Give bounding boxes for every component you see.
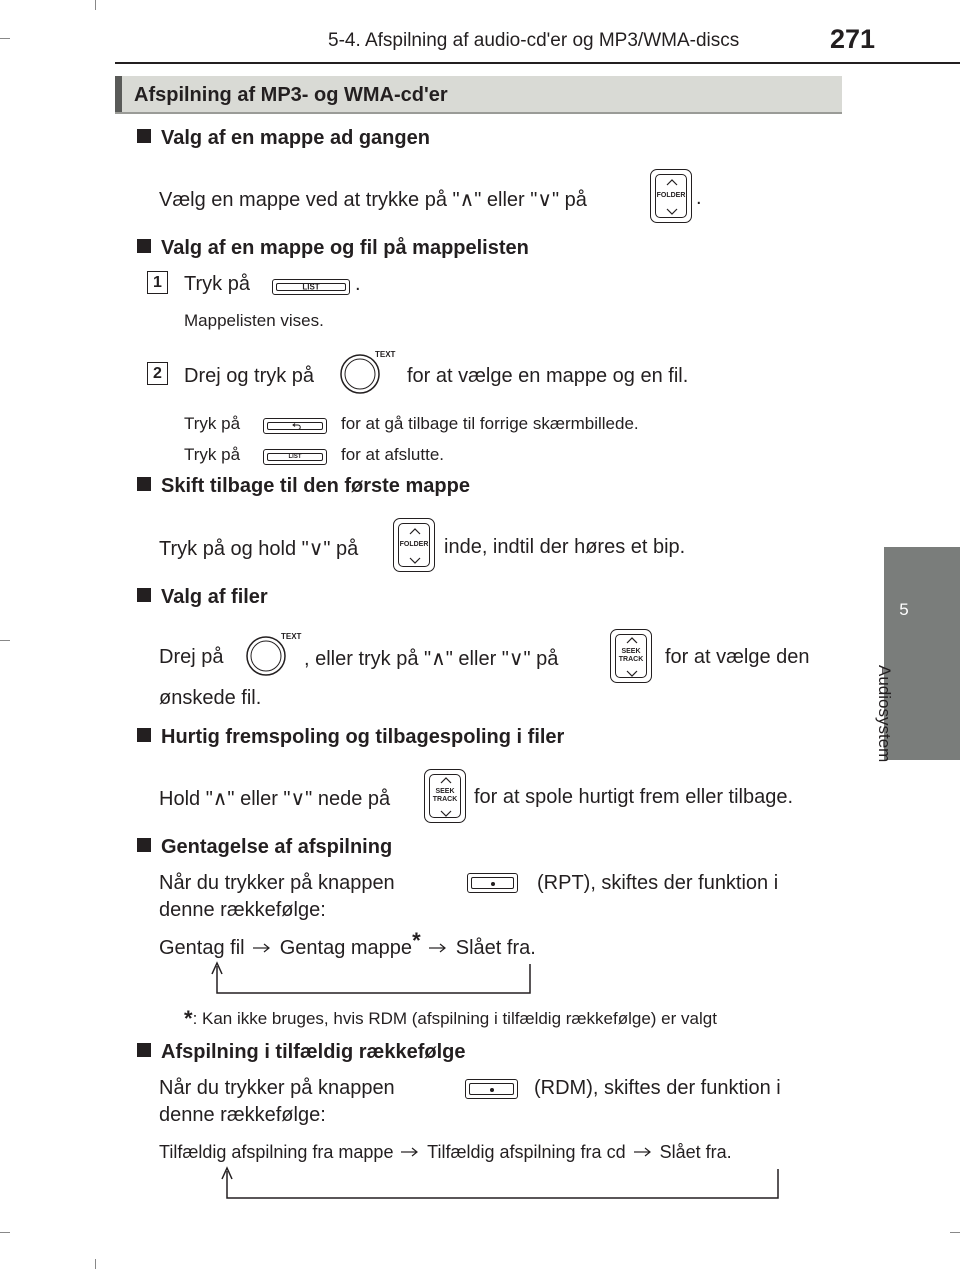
- file-select-text-a: Drej på: [159, 646, 224, 668]
- list-button-small[interactable]: [263, 449, 327, 465]
- loop-back-arrow: [215, 1165, 790, 1205]
- heading-file-select: Valg af filer: [137, 586, 268, 609]
- rdm-button[interactable]: [465, 1079, 518, 1099]
- arrow-right-icon: [428, 942, 448, 954]
- list-button-small-label: LIST: [288, 454, 302, 460]
- bullet-square-icon: [137, 129, 151, 143]
- heading-fast-forward: Hurtig fremspoling og tilbagespoling i filer: [137, 726, 564, 749]
- fast-forward-text-after: for at spole hurtigt frem eller tilbage.: [474, 786, 794, 808]
- first-folder-text-after: inde, indtil der høres et bip.: [444, 536, 686, 558]
- random-text-line2: denne rækkefølge:: [159, 1104, 326, 1126]
- loop-back-arrow: [205, 960, 540, 1000]
- repeat-text-line2: denne rækkefølge:: [159, 899, 326, 921]
- repeat-footnote-text: : Kan ikke bruges, hvis RDM (afspilning i tilfældig rækkefølge) er valgt: [192, 1009, 717, 1028]
- bullet-square-icon: [137, 838, 151, 852]
- fast-forward-text: Hold "∧" eller "∨" nede på: [159, 788, 391, 810]
- file-select-text-c: for at vælge den: [665, 646, 810, 668]
- heading-folder-select: Valg af en mappe ad gangen: [137, 127, 430, 150]
- folder-select-period: .: [696, 187, 702, 209]
- folder-rocker-button[interactable]: [650, 169, 692, 223]
- repeat-text-b: (RPT), skiftes der funktion i: [537, 872, 779, 894]
- crop-mark: [95, 0, 96, 10]
- note2-text: Tryk på: [184, 445, 241, 464]
- arrow-right-icon: [252, 942, 272, 954]
- step1-note: Mappelisten vises.: [184, 311, 324, 330]
- heading-random: Afspilning i tilfældig rækkefølge: [137, 1041, 465, 1064]
- arrow-right-icon: [400, 1146, 420, 1158]
- random-seq-item-2: Tilfældig afspilning fra cd: [427, 1142, 626, 1162]
- file-select-text-line2: ønskede fil.: [159, 687, 262, 709]
- first-folder-text: Tryk på og hold "∨" på: [159, 538, 359, 560]
- file-select-text-b: , eller tryk på "∧" eller "∨" på: [304, 648, 559, 670]
- heading-first-folder: Skift tilbage til den første mappe: [137, 475, 470, 498]
- bullet-square-icon: [137, 728, 151, 742]
- section-header: [115, 76, 842, 114]
- random-seq-item-3: Slået fra.: [659, 1142, 732, 1162]
- chapter-side-label: [875, 665, 926, 785]
- list-button-label: LIST: [302, 282, 320, 292]
- heading-folder-list: Valg af en mappe og fil på mappelisten: [137, 237, 529, 260]
- random-text-a: Når du trykker på knappen: [159, 1077, 395, 1099]
- heading-repeat: Gentagelse af afspilning: [137, 836, 392, 859]
- seek-track-label: SEEK TRACK: [618, 648, 644, 663]
- crop-mark: [950, 1232, 960, 1233]
- back-arrow-icon: [290, 422, 302, 432]
- random-text-b: (RDM), skiftes der funktion i: [534, 1077, 781, 1099]
- repeat-text-a: Når du trykker på knappen: [159, 872, 395, 894]
- bullet-square-icon: [137, 477, 151, 491]
- list-button[interactable]: [272, 279, 350, 295]
- arrow-right-icon: [633, 1146, 653, 1158]
- step-number-1: 1: [147, 271, 168, 294]
- folder-select-text: Vælg en mappe ved at trykke på "∧" eller "∨" på: [159, 189, 587, 211]
- back-button[interactable]: [263, 418, 327, 434]
- footnote-star: *: [412, 928, 421, 953]
- note2-text-after: for at afslutte.: [341, 445, 444, 464]
- step2-text: Drej og tryk på: [184, 365, 315, 387]
- section-title: Afspilning af MP3- og WMA-cd'er: [134, 84, 448, 106]
- seek-track-label: SEEK TRACK: [432, 788, 458, 803]
- repeat-footnote: [184, 1006, 717, 1032]
- button-dot-icon: [490, 1088, 494, 1092]
- repeat-sequence: [159, 928, 536, 960]
- bullet-square-icon: [137, 588, 151, 602]
- button-dot-icon: [491, 882, 495, 886]
- note1-text-after: for at gå tilbage til forrige skærmbillede.: [341, 414, 639, 433]
- knob-text-label: TEXT: [281, 632, 302, 641]
- bullet-square-icon: [137, 239, 151, 253]
- tune-select-knob[interactable]: [338, 350, 398, 396]
- random-sequence: [159, 1142, 732, 1163]
- footnote-star-marker: *: [184, 1006, 193, 1031]
- folder-button-label: FOLDER: [399, 541, 429, 548]
- knob-text-label: TEXT: [375, 350, 396, 359]
- seek-track-rocker-button[interactable]: [610, 629, 652, 683]
- chapter-title: 5-4. Afspilning af audio-cd'er og MP3/WMA-discs: [328, 30, 740, 51]
- rpt-button[interactable]: [467, 873, 518, 893]
- seek-track-rocker-button-2[interactable]: [424, 769, 466, 823]
- tune-select-knob-2[interactable]: [244, 632, 304, 678]
- repeat-seq-item-1: Gentag fil: [159, 937, 245, 959]
- folder-rocker-button-2[interactable]: [393, 518, 435, 572]
- note1-text: Tryk på: [184, 414, 241, 433]
- crop-mark: [0, 1232, 10, 1233]
- step1-text: Tryk på: [184, 273, 250, 295]
- chapter-side-label-text: Audiosystem: [875, 665, 894, 763]
- folder-button-label: FOLDER: [656, 192, 686, 199]
- step1-period: .: [355, 273, 361, 295]
- repeat-seq-item-3: Slået fra.: [455, 937, 536, 959]
- crop-mark: [0, 640, 10, 641]
- crop-mark: [0, 38, 10, 39]
- page-number: 271: [830, 24, 876, 54]
- crop-mark: [95, 1259, 96, 1269]
- step-number-2: 2: [147, 362, 168, 385]
- bullet-square-icon: [137, 1043, 151, 1057]
- header-rule: [115, 62, 960, 64]
- repeat-seq-item-2: Gentag mappe: [279, 937, 413, 959]
- random-seq-item-1: Tilfældig afspilning fra mappe: [159, 1142, 394, 1162]
- section-accent: [115, 76, 122, 112]
- chapter-number: 5: [899, 600, 909, 619]
- step2-text-after: for at vælge en mappe og en fil.: [407, 365, 689, 387]
